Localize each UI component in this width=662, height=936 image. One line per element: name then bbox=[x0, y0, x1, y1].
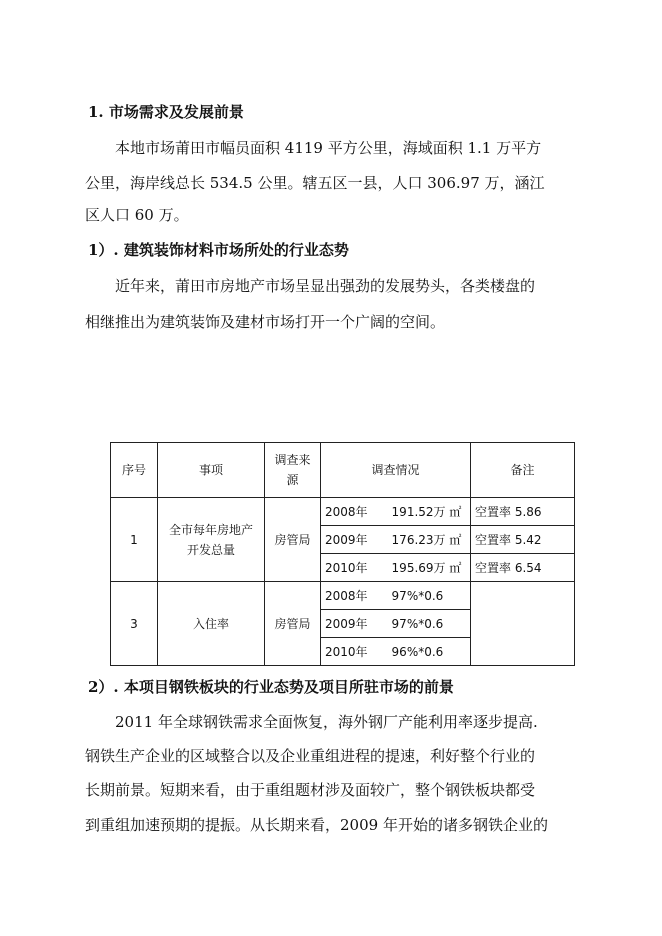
header-source-line2: 源 bbox=[286, 473, 299, 487]
survey-year: 2010年 bbox=[325, 560, 368, 575]
paragraph-line: 相继推出为建筑装饰及建材市场打开一个广阔的空间。 bbox=[85, 313, 446, 331]
paragraph-line: 长期前景。短期来看，由于重组题材涉及面较广，整个钢铁板块都受 bbox=[85, 781, 536, 799]
cell-item: 入住率 bbox=[158, 582, 265, 666]
header-source-line1: 调查来 bbox=[274, 453, 311, 467]
cell-remark: 空置率 6.54 bbox=[471, 554, 575, 582]
cell-survey bbox=[321, 554, 471, 582]
header-remark: 备注 bbox=[471, 443, 575, 498]
cell-source: 房管局 bbox=[265, 582, 321, 666]
paragraph-line: 钢铁生产企业的区域整合以及企业重组进程的提速，利好整个行业的 bbox=[85, 747, 536, 765]
survey-value: 195.69万 ㎡ bbox=[391, 560, 462, 575]
cell-index: 3 bbox=[111, 582, 158, 666]
survey-year: 2008年 bbox=[325, 504, 368, 519]
cell-remark-empty bbox=[471, 582, 575, 666]
header-source bbox=[265, 443, 321, 498]
header-index: 序号 bbox=[111, 443, 158, 498]
paragraph-line: 到重组加速预期的提振。从长期来看，2009 年开始的诸多钢铁企业的 bbox=[85, 816, 548, 834]
subsection-heading-decoration-materials: 1）. 建筑装饰材料市场所处的行业态势 bbox=[88, 241, 349, 259]
cell-survey bbox=[321, 610, 471, 638]
survey-value: 96%*0.6 bbox=[391, 644, 444, 659]
cell-item-line2: 开发总量 bbox=[186, 542, 235, 557]
survey-year: 2010年 bbox=[325, 644, 368, 659]
survey-year: 2009年 bbox=[325, 532, 368, 547]
subsection-heading-steel-sector: 2）. 本项目钢铁板块的行业态势及项目所驻市场的前景 bbox=[88, 678, 454, 696]
cell-remark: 空置率 5.86 bbox=[471, 498, 575, 526]
cell-survey bbox=[321, 638, 471, 666]
header-item: 事项 bbox=[158, 443, 265, 498]
paragraph-line: 区人口 60 万。 bbox=[85, 206, 189, 224]
survey-year: 2009年 bbox=[325, 616, 368, 631]
table-header-row bbox=[111, 443, 575, 498]
section-heading-market-demand: 1. 市场需求及发展前景 bbox=[88, 103, 244, 121]
cell-remark: 空置率 5.42 bbox=[471, 526, 575, 554]
paragraph-line: 公里，海岸线总长 534.5 公里。辖五区一县，人口 306.97 万，涵江 bbox=[85, 174, 545, 192]
cell-survey bbox=[321, 582, 471, 610]
survey-year: 2008年 bbox=[325, 588, 368, 603]
cell-item bbox=[158, 498, 265, 582]
cell-survey bbox=[321, 526, 471, 554]
cell-source: 房管局 bbox=[265, 498, 321, 582]
survey-value: 97%*0.6 bbox=[391, 588, 444, 603]
table-row bbox=[111, 498, 575, 526]
paragraph-line: 本地市场莆田市幅员面积 4119 平方公里，海域面积 1.1 万平方 bbox=[115, 139, 542, 157]
paragraph-line: 2011 年全球钢铁需求全面恢复，海外钢厂产能利用率逐步提高. bbox=[115, 713, 538, 731]
paragraph-line: 近年来，莆田市房地产市场呈显出强劲的发展势头，各类楼盘的 bbox=[115, 277, 536, 295]
survey-value: 176.23万 ㎡ bbox=[391, 532, 462, 547]
cell-survey bbox=[321, 498, 471, 526]
survey-value: 97%*0.6 bbox=[391, 616, 444, 631]
survey-table bbox=[110, 442, 575, 666]
header-survey: 调查情况 bbox=[321, 443, 471, 498]
cell-index: 1 bbox=[111, 498, 158, 582]
cell-item-line1: 全市每年房地产 bbox=[168, 522, 253, 537]
survey-value: 191.52万 ㎡ bbox=[391, 504, 462, 519]
table-row bbox=[111, 582, 575, 610]
